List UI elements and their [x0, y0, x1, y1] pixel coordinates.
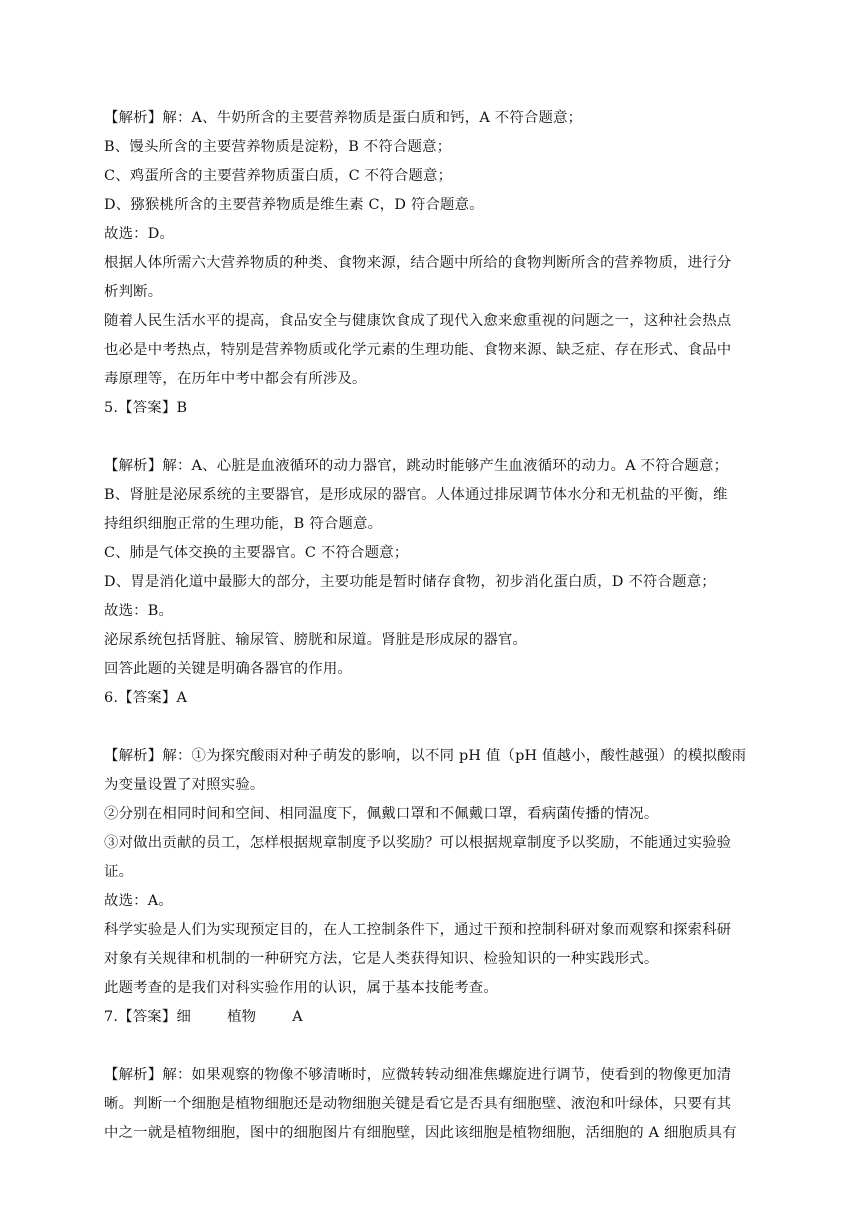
- answer-key-content: [104, 104, 768, 1148]
- text-line: 故选：B。: [104, 603, 174, 619]
- text-line: D、猕猴桃所含的主要营养物质是维生素 C，D 符合题意。: [104, 197, 484, 213]
- text-line: 证。: [104, 864, 134, 880]
- text-line: 中之一就是植物细胞，图中的细胞图片有细胞壁，因此该细胞是植物细胞，活细胞的 A 细胞质具有: [104, 1125, 737, 1141]
- text-line: C、鸡蛋所含的主要营养物质蛋白质，C 不符合题意；: [104, 168, 453, 184]
- text-line: 析判断。: [104, 284, 163, 300]
- text-line: C、肺是气体交换的主要器官。C 不符合题意；: [104, 545, 409, 561]
- text-line: 【解析】解：A、心脏是血液循环的动力器官，跳动时能够产生血液循环的动力。A 不符合题意；: [104, 458, 729, 474]
- text-line: 为变量设置了对照实验。: [104, 777, 265, 793]
- q5-answer: 5.【答案】B: [104, 400, 188, 416]
- spacer: [104, 423, 768, 452]
- spacer: [104, 1032, 768, 1061]
- text-line: 持组织细胞正常的生理功能，B 符合题意。: [104, 516, 383, 532]
- text-line: 【解析】解：A、牛奶所含的主要营养物质是蛋白质和钙，A 不符合题意；: [104, 110, 583, 126]
- q4-analysis: [104, 104, 768, 394]
- q7-answer: [104, 1003, 768, 1032]
- text-line: ③对做出贡献的员工，怎样根据规章制度予以奖励？可以根据规章制度予以奖励，不能通过实验验: [104, 835, 732, 851]
- text-line: D、胃是消化道中最膨大的部分，主要功能是暂时储存食物，初步消化蛋白质，D 不符合题意；: [104, 574, 716, 590]
- q5-analysis: [104, 452, 768, 684]
- text-line: 也必是中考热点，特别是营养物质或化学元素的生理功能、食物来源、缺乏症、存在形式、食品中: [104, 342, 732, 358]
- text-line: 泌尿系统包括肾脏、输尿管、膀胱和尿道。肾脏是形成尿的器官。: [104, 632, 528, 648]
- text-line: 随着人民生活水平的提高，食品安全与健康饮食成了现代入愈来愈重视的问题之一，这种社会热点: [104, 313, 732, 329]
- text-line: ②分别在相同时间和空间、相同温度下，佩戴口罩和不佩戴口罩，看病菌传播的情况。: [104, 806, 659, 822]
- q6-analysis: [104, 742, 768, 1003]
- q7-answer-part3: A: [292, 1009, 303, 1025]
- q7-analysis: [104, 1061, 768, 1148]
- text-line: 科学实验是人们为实现预定目的，在人工控制条件下，通过干预和控制科研对象而观察和探索科研: [104, 922, 732, 938]
- text-line: 故选：D。: [104, 226, 175, 242]
- text-line: B、肾脏是泌尿系统的主要器官，是形成尿的器官。人体通过排尿调节体水分和无机盐的平衡，维: [104, 487, 728, 503]
- text-line: 【解析】解：①为探究酸雨对种子萌发的影响，以不同 pH 值（pH 值越小，酸性越强）的模拟酸雨: [104, 748, 747, 764]
- q7-answer-part2: 植物: [227, 1009, 257, 1025]
- text-line: 根据人体所需六大营养物质的种类、食物来源，结合题中所给的食物判断所含的营养物质，进行分: [104, 255, 732, 271]
- q7-answer-prefix: 7.【答案】细: [104, 1009, 192, 1025]
- spacer: [104, 713, 768, 742]
- text-line: 晰。判断一个细胞是植物细胞还是动物细胞关键是看它是否具有细胞壁、液泡和叶绿体，只要有其: [104, 1096, 732, 1112]
- text-line: 毒原理等，在历年中考中都会有所涉及。: [104, 371, 367, 387]
- q6-answer: 6.【答案】A: [104, 690, 188, 706]
- text-line: 此题考查的是我们对科实验作用的认识，属于基本技能考查。: [104, 980, 498, 996]
- text-line: B、馒头所含的主要营养物质是淀粉，B 不符合题意；: [104, 139, 452, 155]
- text-line: 对象有关规律和机制的一种研究方法，它是人类获得知识、检验知识的一种实践形式。: [104, 951, 659, 967]
- text-line: 【解析】解：如果观察的物像不够清晰时，应微转转动细准焦螺旋进行调节，使看到的物像更加清: [104, 1067, 732, 1083]
- text-line: 回答此题的关键是明确各器官的作用。: [104, 661, 353, 677]
- text-line: 故选：A。: [104, 893, 173, 909]
